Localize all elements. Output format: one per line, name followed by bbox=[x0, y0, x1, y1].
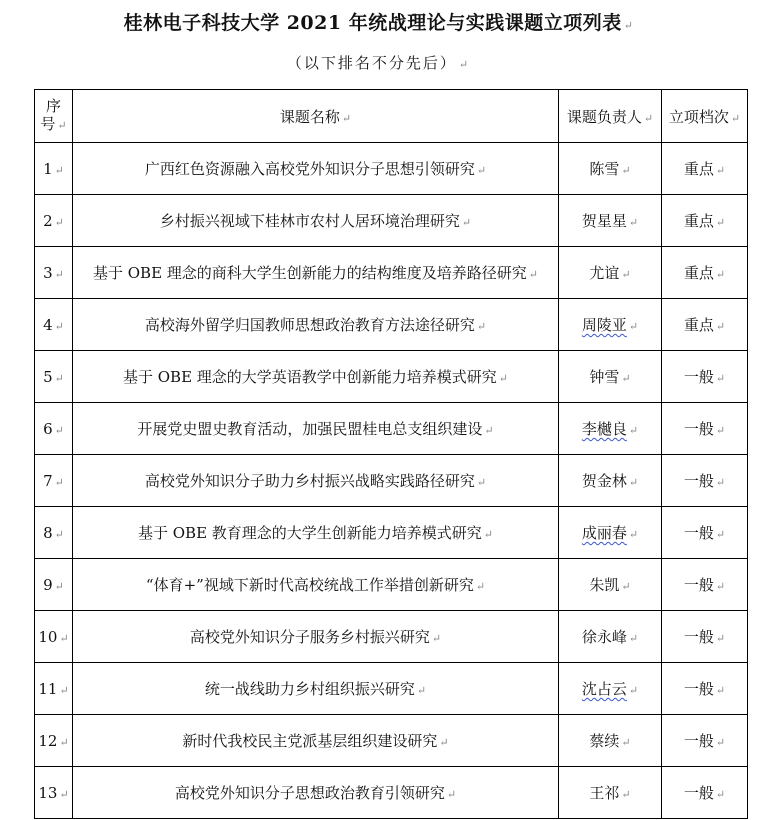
row-level: 一般 bbox=[683, 784, 714, 802]
row-project-name: 乡村振兴视域下桂林市农村人居环境治理研究 bbox=[159, 212, 460, 230]
table-row bbox=[35, 611, 748, 663]
row-no-cell bbox=[35, 507, 73, 559]
table-row bbox=[35, 507, 748, 559]
cell-mark-icon: ↵ bbox=[643, 111, 654, 125]
row-project-name: 高校海外留学归国教师思想政治教育方法途径研究 bbox=[144, 316, 475, 334]
row-leader-cell bbox=[559, 247, 662, 299]
row-project-name: 高校党外知识分子助力乡村振兴战略实践路径研究 bbox=[144, 472, 475, 490]
row-no: 2 bbox=[43, 211, 53, 230]
row-level-cell bbox=[662, 299, 748, 351]
cell-mark-icon: ↵ bbox=[715, 372, 726, 385]
row-no-cell bbox=[35, 455, 73, 507]
cell-mark-icon: ↵ bbox=[715, 424, 726, 437]
row-no: 9 bbox=[43, 575, 53, 594]
row-level-cell bbox=[662, 195, 748, 247]
row-no: 5 bbox=[43, 367, 53, 386]
row-level: 一般 bbox=[683, 420, 714, 438]
cell-mark-icon: ↵ bbox=[498, 372, 509, 385]
cell-mark-icon: ↵ bbox=[54, 267, 64, 281]
row-project-name: 基于 OBE 理念的大学英语教学中创新能力培养模式研究 bbox=[122, 368, 497, 386]
row-leader-cell bbox=[559, 403, 662, 455]
table-row bbox=[35, 663, 748, 715]
cell-mark-icon: ↵ bbox=[475, 580, 486, 593]
header-level-text: 立项档次 bbox=[668, 107, 729, 126]
cell-mark-icon: ↵ bbox=[461, 216, 472, 229]
cell-mark-icon: ↵ bbox=[621, 268, 631, 281]
table-body bbox=[35, 143, 748, 819]
row-no-cell bbox=[35, 559, 73, 611]
cell-mark-icon: ↵ bbox=[715, 684, 726, 697]
cell-mark-icon: ↵ bbox=[628, 476, 639, 489]
cell-mark-icon: ↵ bbox=[730, 111, 741, 125]
cell-mark-icon: ↵ bbox=[59, 683, 69, 697]
cell-mark-icon: ↵ bbox=[628, 320, 639, 333]
paragraph-mark-icon: ↵ bbox=[623, 19, 634, 32]
row-no: 4 bbox=[43, 315, 53, 334]
cell-mark-icon: ↵ bbox=[715, 164, 726, 177]
cell-mark-icon: ↵ bbox=[715, 216, 726, 229]
row-leader: 尤谊 bbox=[589, 264, 620, 282]
header-level bbox=[662, 90, 748, 143]
cell-mark-icon: ↵ bbox=[621, 788, 631, 801]
row-level-cell bbox=[662, 403, 748, 455]
row-leader: 朱凯 bbox=[589, 576, 620, 594]
paragraph-mark-icon: ↵ bbox=[458, 58, 471, 71]
cell-mark-icon: ↵ bbox=[715, 320, 726, 333]
row-level: 一般 bbox=[683, 680, 714, 698]
row-level: 一般 bbox=[683, 576, 714, 594]
projects-table bbox=[34, 89, 748, 819]
table-row bbox=[35, 455, 748, 507]
row-leader: 沈占云 bbox=[581, 680, 627, 698]
row-project-name: 高校党外知识分子思想政治教育引领研究 bbox=[174, 784, 445, 802]
row-level: 一般 bbox=[683, 472, 714, 490]
table-row bbox=[35, 715, 748, 767]
cell-mark-icon: ↵ bbox=[54, 319, 64, 333]
row-leader: 徐永峰 bbox=[581, 628, 627, 646]
document-title bbox=[0, 8, 757, 35]
row-level: 一般 bbox=[683, 368, 714, 386]
row-no-cell bbox=[35, 611, 73, 663]
cell-mark-icon: ↵ bbox=[54, 423, 64, 437]
cell-mark-icon: ↵ bbox=[715, 528, 726, 541]
row-leader: 蔡续 bbox=[589, 732, 620, 750]
row-no: 13 bbox=[38, 783, 58, 802]
table-row bbox=[35, 351, 748, 403]
cell-mark-icon: ↵ bbox=[54, 579, 64, 593]
row-project-name: “体育+”视域下新时代高校统战工作举措创新研究 bbox=[145, 576, 474, 594]
row-no-cell bbox=[35, 403, 73, 455]
row-no-cell bbox=[35, 663, 73, 715]
row-project-name-cell bbox=[73, 143, 559, 195]
row-leader: 成丽春 bbox=[581, 524, 627, 542]
row-project-name-cell bbox=[73, 559, 559, 611]
cell-mark-icon: ↵ bbox=[54, 475, 64, 489]
row-level: 重点 bbox=[683, 212, 714, 230]
row-no-cell bbox=[35, 143, 73, 195]
row-no: 3 bbox=[43, 263, 53, 282]
row-no: 7 bbox=[43, 471, 53, 490]
row-no-cell bbox=[35, 715, 73, 767]
row-level-cell bbox=[662, 247, 748, 299]
table-row bbox=[35, 247, 748, 299]
table-row bbox=[35, 559, 748, 611]
row-no: 8 bbox=[43, 523, 53, 542]
row-no: 1 bbox=[43, 159, 53, 178]
cell-mark-icon: ↵ bbox=[484, 424, 494, 437]
cell-mark-icon: ↵ bbox=[446, 788, 457, 801]
row-project-name: 新时代我校民主党派基层组织建设研究 bbox=[182, 732, 438, 750]
table-row bbox=[35, 299, 748, 351]
cell-mark-icon: ↵ bbox=[628, 216, 639, 229]
row-no: 11 bbox=[38, 679, 58, 698]
table-row bbox=[35, 767, 748, 819]
row-leader-cell bbox=[559, 663, 662, 715]
row-project-name: 广西红色资源融入高校党外知识分子思想引领研究 bbox=[144, 160, 475, 178]
row-leader-cell bbox=[559, 195, 662, 247]
cell-mark-icon: ↵ bbox=[621, 372, 631, 385]
row-leader-cell bbox=[559, 559, 662, 611]
row-leader: 钟雪 bbox=[589, 368, 620, 386]
row-level: 重点 bbox=[683, 160, 714, 178]
header-no-line1: 序 bbox=[45, 97, 61, 115]
row-leader-cell bbox=[559, 611, 662, 663]
row-no-cell bbox=[35, 247, 73, 299]
row-project-name-cell bbox=[73, 767, 559, 819]
header-name-text: 课题名称 bbox=[279, 107, 340, 126]
cell-mark-icon: ↵ bbox=[59, 787, 69, 801]
cell-mark-icon: ↵ bbox=[621, 580, 631, 593]
table-row bbox=[35, 195, 748, 247]
cell-mark-icon: ↵ bbox=[476, 476, 487, 489]
row-leader-cell bbox=[559, 767, 662, 819]
row-leader-cell bbox=[559, 299, 662, 351]
row-level: 一般 bbox=[683, 524, 714, 542]
cell-mark-icon: ↵ bbox=[54, 215, 64, 229]
cell-mark-icon: ↵ bbox=[54, 163, 64, 177]
cell-mark-icon: ↵ bbox=[715, 476, 726, 489]
row-leader: 王祁 bbox=[589, 784, 620, 802]
row-level-cell bbox=[662, 611, 748, 663]
header-leader bbox=[559, 90, 662, 143]
row-leader-cell bbox=[559, 507, 662, 559]
row-project-name-cell bbox=[73, 507, 559, 559]
row-project-name-cell bbox=[73, 195, 559, 247]
row-leader-cell bbox=[559, 143, 662, 195]
row-level-cell bbox=[662, 663, 748, 715]
cell-mark-icon: ↵ bbox=[431, 632, 442, 645]
row-project-name-cell bbox=[73, 611, 559, 663]
row-no: 10 bbox=[38, 627, 58, 646]
header-name bbox=[73, 90, 559, 143]
document-subtitle-text: （以下排名不分先后） bbox=[286, 54, 457, 72]
cell-mark-icon: ↵ bbox=[57, 119, 67, 132]
row-level-cell bbox=[662, 455, 748, 507]
row-leader: 周陵亚 bbox=[581, 316, 627, 334]
cell-mark-icon: ↵ bbox=[59, 735, 69, 749]
row-project-name: 基于 OBE 理念的商科大学生创新能力的结构维度及培养路径研究 bbox=[92, 264, 527, 282]
row-no: 12 bbox=[38, 731, 58, 750]
row-level-cell bbox=[662, 559, 748, 611]
row-level: 一般 bbox=[683, 628, 714, 646]
row-project-name-cell bbox=[73, 299, 559, 351]
cell-mark-icon: ↵ bbox=[628, 684, 639, 697]
row-leader: 陈雪 bbox=[589, 160, 620, 178]
row-project-name-cell bbox=[73, 455, 559, 507]
row-no: 6 bbox=[43, 419, 53, 438]
cell-mark-icon: ↵ bbox=[715, 736, 726, 749]
cell-mark-icon: ↵ bbox=[715, 632, 726, 645]
row-level: 重点 bbox=[683, 316, 714, 334]
row-no-cell bbox=[35, 195, 73, 247]
row-project-name-cell bbox=[73, 663, 559, 715]
header-no bbox=[35, 90, 73, 143]
row-project-name: 基于 OBE 教育理念的大学生创新能力培养模式研究 bbox=[137, 524, 482, 542]
document-title-text: 桂林电子科技大学 2021 年统战理论与实践课题立项列表 bbox=[123, 12, 622, 34]
cell-mark-icon: ↵ bbox=[476, 164, 487, 177]
cell-mark-icon: ↵ bbox=[715, 268, 726, 281]
row-project-name-cell bbox=[73, 247, 559, 299]
row-level: 一般 bbox=[683, 732, 714, 750]
row-level-cell bbox=[662, 507, 748, 559]
header-no-line2: 号 bbox=[40, 115, 56, 133]
row-leader: 李樾良 bbox=[581, 420, 627, 438]
cell-mark-icon: ↵ bbox=[416, 684, 427, 697]
row-no-cell bbox=[35, 351, 73, 403]
document-subtitle bbox=[0, 52, 757, 73]
row-project-name: 统一战线助力乡村组织振兴研究 bbox=[204, 680, 415, 698]
row-project-name-cell bbox=[73, 403, 559, 455]
row-leader-cell bbox=[559, 455, 662, 507]
row-level-cell bbox=[662, 767, 748, 819]
row-project-name-cell bbox=[73, 351, 559, 403]
row-project-name: 高校党外知识分子服务乡村振兴研究 bbox=[189, 628, 430, 646]
cell-mark-icon: ↵ bbox=[528, 268, 539, 281]
cell-mark-icon: ↵ bbox=[439, 736, 449, 749]
row-level-cell bbox=[662, 143, 748, 195]
row-leader-cell bbox=[559, 351, 662, 403]
row-no-cell bbox=[35, 767, 73, 819]
cell-mark-icon: ↵ bbox=[628, 632, 639, 645]
row-project-name: 开展党史盟史教育活动，加强民盟桂电总支组织建设 bbox=[137, 420, 483, 438]
row-project-name-cell bbox=[73, 715, 559, 767]
header-leader-text: 课题负责人 bbox=[566, 107, 642, 126]
cell-mark-icon: ↵ bbox=[59, 631, 69, 645]
cell-mark-icon: ↵ bbox=[715, 580, 726, 593]
table-row bbox=[35, 403, 748, 455]
row-leader: 贺星星 bbox=[581, 212, 627, 230]
cell-mark-icon: ↵ bbox=[628, 424, 639, 437]
cell-mark-icon: ↵ bbox=[483, 528, 494, 541]
cell-mark-icon: ↵ bbox=[628, 528, 639, 541]
table-row bbox=[35, 143, 748, 195]
row-no-cell bbox=[35, 299, 73, 351]
cell-mark-icon: ↵ bbox=[621, 164, 631, 177]
cell-mark-icon: ↵ bbox=[341, 111, 352, 125]
table-header-row bbox=[35, 90, 748, 143]
row-level-cell bbox=[662, 715, 748, 767]
row-leader: 贺金林 bbox=[581, 472, 627, 490]
cell-mark-icon: ↵ bbox=[715, 788, 726, 801]
cell-mark-icon: ↵ bbox=[476, 320, 487, 333]
row-leader-cell bbox=[559, 715, 662, 767]
cell-mark-icon: ↵ bbox=[621, 736, 631, 749]
row-level: 重点 bbox=[683, 264, 714, 282]
row-level-cell bbox=[662, 351, 748, 403]
cell-mark-icon: ↵ bbox=[54, 527, 64, 541]
cell-mark-icon: ↵ bbox=[54, 371, 64, 385]
